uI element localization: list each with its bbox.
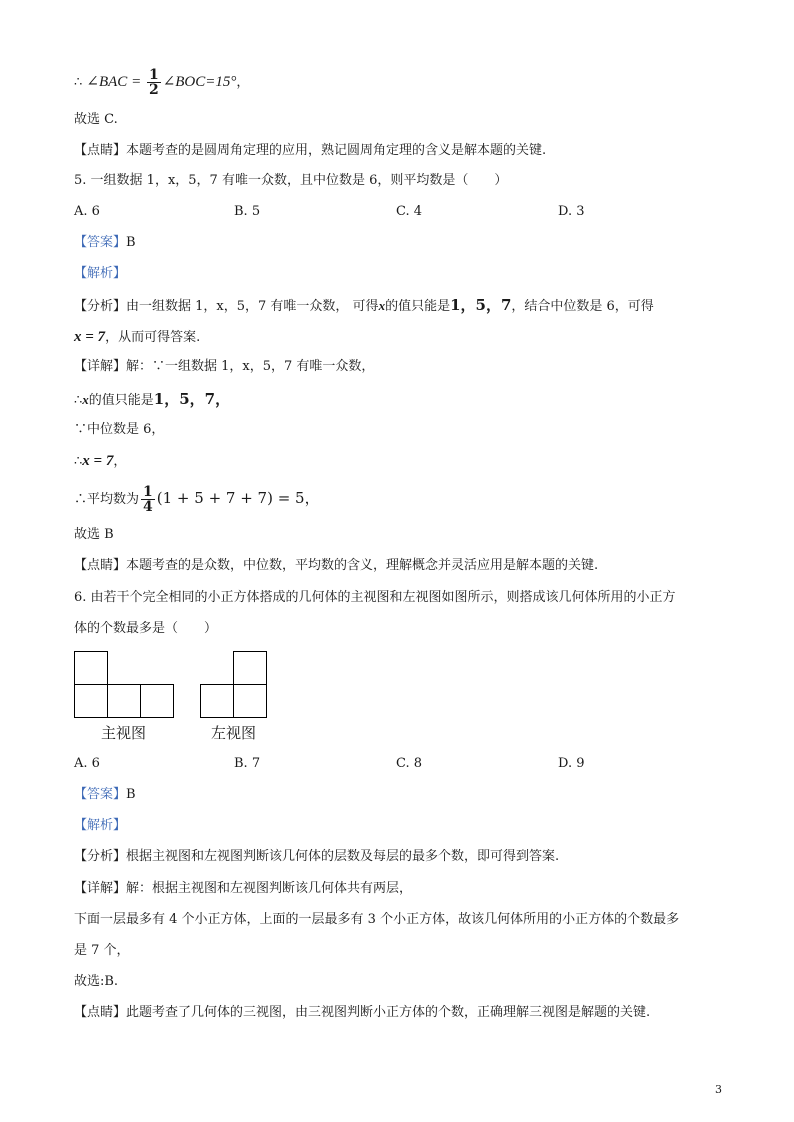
q6-option-c: C. 8 [396,756,423,771]
left-view-cell [233,651,267,685]
left-view-caption: 左视图 [211,724,257,742]
question-5: 5. 一组数据 1，x，5，7 有唯一众数，且中位数是 6，则平均数是（ ） [74,173,508,188]
question-6-line1: 6. 由若干个完全相同的小正方体搭成的几何体的主视图和左视图如图所示，则搭成该几何体所用的小正方 [74,590,676,605]
q6-xiangjie-line1: 【详解】解：根据主视图和左视图判断该几何体共有两层， [74,881,413,896]
q5-option-c: C. 4 [396,204,423,219]
left-view-cell [200,684,234,718]
q6-comment: 【点睛】此题考查了几何体的三视图，由三视图判断小正方体的个数，正确理解三视图是解题的关键. [74,1005,651,1020]
answer-value: B [126,235,136,250]
q5-option-d: D. 3 [558,204,585,219]
q5-xiangjie-line5: ∴平均数为 $\frac{1}{4}$ (1 + 5 + 7 + 7) = 5， [74,484,320,515]
q5-fenxi-line1: 【分析】由一组数据 1，x，5，7 有唯一众数， 可得x的值只能是1，5，7，结合中位数是 6，可得 [74,296,654,314]
therefore-angle-line: ∴ ∠BAC = $\frac{1}{2}$ ∠BOC=15°， [74,67,250,98]
angle-boc: ∠BOC [162,74,206,90]
front-view-cell [140,684,174,718]
front-view-cell [74,651,108,685]
answer-value: B [126,787,136,802]
q5-answer [74,234,136,252]
q5-xiangjie-line3: ∵中位数是 6， [74,422,165,437]
q5-fenxi-line2: x = 7，从而可得答案. [74,329,201,345]
q6-fenxi: 【分析】根据主视图和左视图判断该几何体的层数及每层的最多个数，即可得到答案. [74,849,560,864]
left-view-cell [233,684,267,718]
q5-analysis-label: 【解析】 [74,266,127,281]
front-view-cell [74,684,108,718]
q5-choice: 故选 B [74,527,114,542]
q6-xiangjie-line3: 是 7 个， [74,943,130,958]
angle-bac: ∠BAC [86,74,128,90]
q5-comment: 【点睛】本题考查的是众数，中位数，平均数的含义，理解概念并灵活应用是解本题的关键. [74,558,599,573]
q6-choice: 故选:B. [74,974,119,989]
answer-label: 【答案】 [74,235,127,250]
q5-option-b: B. 5 [234,204,261,219]
comment-line: 【点睛】本题考查的是圆周角定理的应用，熟记圆周角定理的含义是解本题的关键. [74,143,547,158]
q6-analysis-label: 【解析】 [74,818,127,833]
q6-xiangjie-line2: 下面一层最多有 4 个小正方体，上面的一层最多有 3 个小正方体，故该几何体所用的小正方体的个数最多 [74,912,680,927]
q5-xiangjie-line2: ∴x的值只能是1，5，7， [74,390,231,408]
q6-answer [74,786,136,804]
front-view-cell [107,684,141,718]
angle-value: =15° [205,74,237,90]
q5-xiangjie-line4: ∴x = 7， [74,453,127,469]
question-6-line2: 体的个数最多是（ ） [74,621,218,636]
q5-option-a: A. 6 [74,204,100,219]
q6-option-d: D. 9 [558,756,585,771]
q6-option-b: B. 7 [234,756,261,771]
fraction-quarter: $\frac{1}{4}$ [143,484,153,515]
answer-label: 【答案】 [74,787,127,802]
q5-xiangjie-line1: 【详解】解：∵一组数据 1，x，5，7 有唯一众数， [74,359,375,374]
page-number: 3 [715,1083,722,1096]
fraction-half: $\frac{1}{2}$ [148,67,159,98]
choice-line: 故选 C. [74,112,118,127]
q6-option-a: A. 6 [74,756,100,771]
front-view-caption: 主视图 [101,724,147,742]
